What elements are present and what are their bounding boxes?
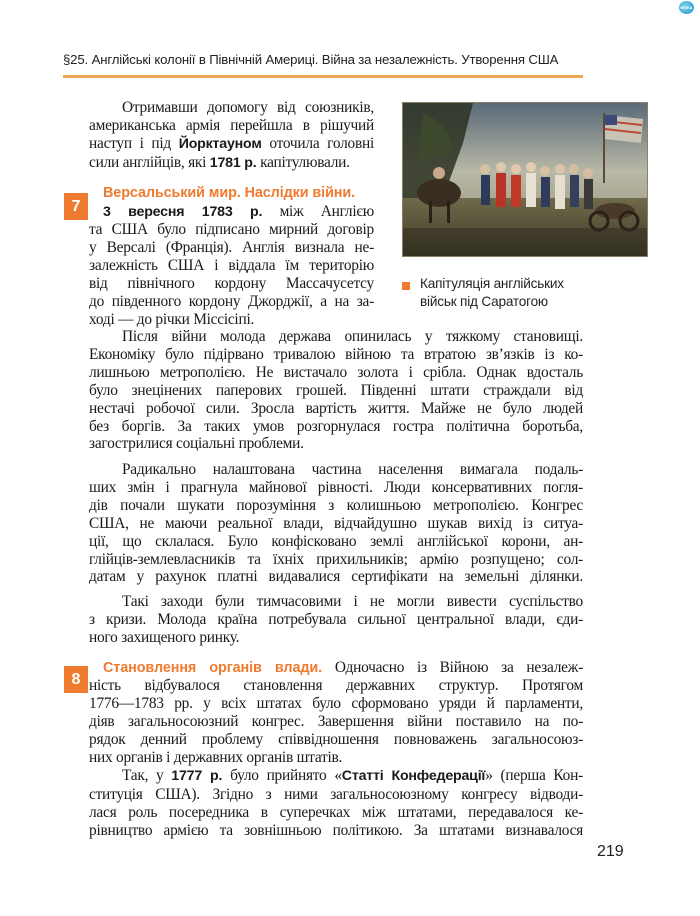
caption-line-2: військ під Саратогою: [420, 294, 548, 309]
s7-line-5: залежність США і віддала їм територію: [89, 256, 374, 274]
painting-illustration: [403, 103, 647, 256]
s7-line-3: та США було підписано мирний договір: [89, 221, 374, 238]
section-8-badge: 8: [64, 666, 88, 693]
s7p3-line: датам у рахунок платні видавалися сертифікати на земельні ділянки.: [89, 568, 583, 586]
section-7-heading: Версальський мир. Наслідки війни.: [103, 185, 356, 201]
s8p1-line: діяв загальносоюзний конгрес. Завершення війни поставило на по-: [89, 712, 583, 730]
s7p2-line: загострилися соціальні проблеми.: [89, 435, 304, 453]
year-1777: 1777 р.: [171, 768, 223, 784]
page-number: 219: [597, 843, 624, 860]
s8p2-line-1: Так, у 1777 р. було прийнято «Статті Конфедерації» (перша Кон-: [122, 767, 583, 784]
articles-of-confederation-term: Статті Конфедерації: [341, 768, 486, 784]
s7-line-6: від північного кордону Массачусетсу: [89, 274, 374, 292]
intro-line-2: американська армія перейшла в рішучий: [89, 116, 374, 134]
s7-line-4: у Версалі (Франція). Англія визнала не-: [89, 238, 374, 256]
yorktown-term: Йорктауном: [178, 135, 262, 152]
s8p1-line: 1776—1783 рр. у всіх штатах було сформовано уряди й парламенти,: [89, 694, 583, 712]
s7p3-line: США, не маючи реальної влади, відчайдушно шукав вихід із ситуа-: [89, 514, 583, 532]
s7-line-8: ході — до річки Міссісіпі.: [89, 310, 255, 328]
caption-line-1: Капітуляція англійських: [420, 276, 564, 291]
section-7-paragraph-2: [89, 328, 583, 453]
intro-line-4: сили англійців, які 1781 р. капітулювали.: [89, 153, 350, 171]
s7p2-line: Економіку було підірвано тривалою війною та втратою зв’язків із ко-: [89, 345, 583, 363]
s8p2-line: ституція США). Згідно з ними загальносоюзному конгресу відводи-: [89, 785, 583, 803]
intro-line-1: Отримавши допомогу від союзників,: [122, 99, 374, 116]
intro-line-3: наступ і під Йорктауном оточила головні: [89, 134, 374, 152]
section-8-paragraph-1: [89, 677, 583, 767]
section-7-paragraph-3: [89, 461, 583, 586]
s8p1-line: них органів і державних органів штатів.: [89, 748, 343, 766]
section-8-paragraph-2: [89, 767, 583, 840]
s7p2-line: Після війни молода держава опинилась у тяжкому становищі.: [122, 328, 583, 345]
s8p2-line: рівництво армією та зовнішньою політикою. За штатами визнавалося: [89, 821, 583, 839]
s7p4-line: з кризи. Молода країна потребувала сильної центральної влади, єди-: [89, 610, 583, 628]
figure-caption: [420, 275, 620, 311]
s7p2-line: було знецінених паперових грошей. Південні штати страждали від: [89, 381, 583, 399]
intro-paragraph: [89, 99, 374, 173]
section-7-badge: 7: [64, 193, 88, 220]
section-7-paragraph-4: [89, 593, 583, 647]
s7p2-line: нестачі робочої сили. Зросла вартість життя. Майже не було людей: [89, 399, 583, 417]
s7p4-line: ного захищеного ринку.: [89, 628, 240, 646]
s8p2-line: лася роль посередника в суперечках між штатами, передавалося ке-: [89, 803, 583, 821]
running-header: §25. Англійські колонії в Північній Америці. Війна за незалежність. Утворення США: [63, 52, 559, 67]
date-sept-1783: 3 вересня 1783 р.: [103, 203, 263, 220]
s7p3-line: дів почали шукати порозуміння з колишньою метрополією. Конгрес: [89, 496, 583, 514]
header-rule: [63, 75, 583, 78]
s7p2-line: без боргів. За таких умов розгорнулася гостра політична боротьба,: [89, 417, 583, 435]
s7p2-line: лишньою метрополією. Не вистачало золота і срібла. Однак вдосталь: [89, 363, 583, 381]
s8p1-line: ність відбувалося становлення державних структур. Протягом: [89, 677, 583, 694]
section-8-heading: Становлення органів влади.: [103, 660, 323, 676]
s7p4-line: Такі заходи були тимчасовими і не могли вивести суспільство: [122, 593, 583, 610]
surrender-at-saratoga-painting: [402, 102, 648, 257]
caption-bullet: [402, 282, 410, 290]
publisher-logo: ВЕЖА: [679, 1, 694, 14]
s7p3-line: глійців-землевласників та їхніх прихильників; армію розпущено; сол-: [89, 550, 583, 568]
year-1781: 1781 р.: [209, 154, 257, 171]
s7-line-7: до південного кордону Джорджії, а на за-: [89, 292, 374, 310]
s7p3-line: Радикально налаштована частина населення вимагала подаль-: [122, 461, 583, 478]
section-7-line-2: 3 вересня 1783 р. між Англією: [103, 202, 374, 220]
s7p3-line: ції, що склалася. Було конфісковано землі англійської корони, ан-: [89, 532, 583, 550]
s8p1-line: рядок денний проблему співвідношення повноважень загальносоюз-: [89, 730, 583, 748]
s8-line-1: Становлення органів влади. Одночасно із Війною за незалеж-: [103, 659, 583, 676]
s7p3-line: ших змін і прагнула майнової рівності. Люди консервативних погля-: [89, 478, 583, 496]
section-8-opening: [103, 659, 583, 678]
section-7-paragraph-1: [89, 221, 374, 328]
section-7-opening: [103, 185, 374, 222]
